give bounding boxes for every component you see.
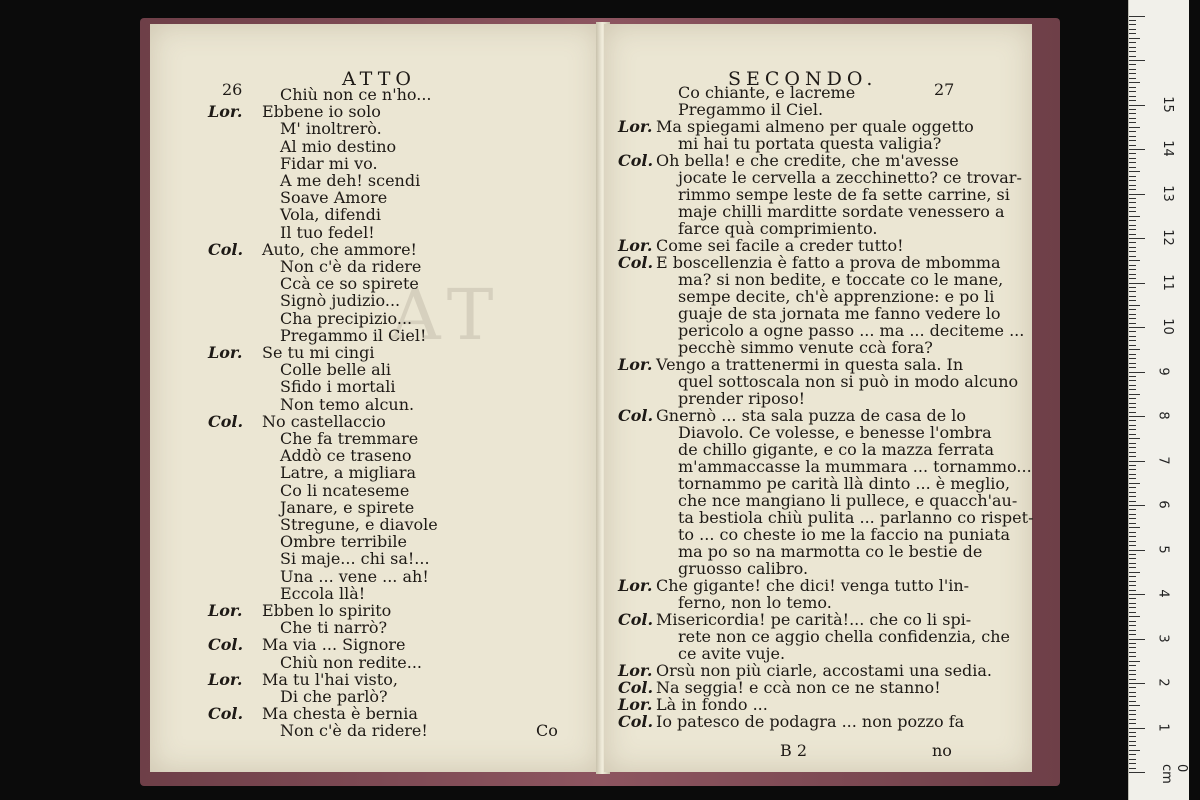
text-line: pericolo a ogne passo ... ma ... deciteme ... (678, 321, 1025, 340)
text-line: Non c'è da ridere! (280, 721, 428, 741)
text-line: Sfido i mortali (280, 377, 396, 397)
ruler-tick (1129, 318, 1136, 319)
ruler-tick (1129, 269, 1136, 270)
ruler-tick (1129, 763, 1136, 764)
ruler-tick (1129, 710, 1136, 711)
ruler-tick (1129, 594, 1145, 595)
speaker-label: Lor. (618, 355, 653, 374)
ruler-tick (1129, 759, 1136, 760)
ruler-tick (1129, 643, 1136, 644)
ruler-tick (1129, 251, 1136, 252)
ruler-tick (1129, 527, 1140, 528)
text-line: sempe decite, ch'è apprenzione: e po li (678, 287, 995, 306)
ruler-tick (1129, 380, 1136, 381)
ruler-tick (1129, 256, 1136, 257)
text-line: Pregammo il Ciel! (280, 325, 427, 345)
ruler-number: 13 (1159, 184, 1175, 202)
ruler-tick (1129, 403, 1136, 404)
speaker-label: Lor. (618, 695, 653, 714)
ruler-tick (1129, 563, 1136, 564)
speaker-label: Lor. (208, 601, 243, 620)
ruler-tick (1129, 131, 1136, 132)
catchword-right: no (932, 741, 952, 760)
ruler-tick (1129, 670, 1136, 671)
ruler-tick (1129, 741, 1136, 742)
ruler-tick (1129, 140, 1136, 141)
text-line: Signò judizio... (280, 291, 401, 311)
ruler-tick (1129, 327, 1145, 328)
ruler-tick (1129, 665, 1136, 666)
ruler-tick (1129, 60, 1145, 61)
ruler-tick (1129, 728, 1145, 729)
ruler-tick (1129, 634, 1136, 635)
ruler-tick (1129, 225, 1136, 226)
ruler-tick (1129, 33, 1136, 34)
text-line: Là in fondo ... (656, 695, 768, 714)
ruler-tick (1129, 701, 1136, 702)
speaker-label: Col. (618, 253, 654, 272)
ruler-tick (1129, 78, 1136, 79)
text-line: pecchè simmo venute ccà fora? (678, 338, 933, 357)
ruler-tick (1129, 340, 1136, 341)
text-line: Pregammo il Ciel. (678, 100, 824, 119)
ruler-tick (1129, 607, 1136, 608)
ruler-tick (1129, 461, 1145, 462)
ruler-tick (1129, 363, 1136, 364)
ruler-tick (1129, 113, 1136, 114)
text-line: quel sottoscala non si può in modo alcuno (678, 372, 1019, 391)
ruler-tick (1129, 514, 1136, 515)
ruler-tick (1129, 372, 1145, 373)
ruler-tick (1129, 652, 1136, 653)
text-line: ferno, non lo temo. (678, 593, 832, 612)
ruler-number: 5 (1155, 544, 1171, 554)
ruler-tick (1129, 438, 1140, 439)
ruler-tick (1129, 496, 1136, 497)
left-page (150, 24, 600, 772)
text-line: prender riposo! (678, 389, 806, 408)
ruler-tick (1129, 554, 1136, 555)
ruler-tick (1129, 136, 1136, 137)
speaker-label: Col. (208, 239, 244, 259)
ruler-tick (1129, 287, 1136, 288)
speaker-label: Col. (618, 712, 654, 731)
ruler-tick (1129, 576, 1136, 577)
ruler-tick (1129, 425, 1136, 426)
ruler-tick (1129, 420, 1136, 421)
ruler-tick (1129, 82, 1140, 83)
speaker-label: Lor. (208, 343, 243, 362)
text-line: tornammo pe carità llà dinto ... è meglio, (678, 474, 1011, 493)
ruler-tick (1129, 687, 1136, 688)
ruler-tick (1129, 474, 1136, 475)
text-line: rete non ce aggio chella confidenzia, che (678, 627, 1010, 646)
ruler-tick (1129, 367, 1136, 368)
ruler-tick (1129, 38, 1140, 39)
ruler-tick (1129, 532, 1136, 533)
speaker-label: Lor. (208, 669, 243, 689)
ruler-tick (1129, 616, 1140, 617)
right-page (604, 24, 1032, 772)
speaker-label: Lor. (618, 236, 653, 255)
speaker-label: Col. (618, 406, 654, 425)
ruler-tick (1129, 358, 1136, 359)
ruler-tick (1129, 447, 1136, 448)
ruler-tick (1129, 91, 1136, 92)
ruler-tick (1129, 558, 1136, 559)
ruler-tick (1129, 69, 1136, 70)
text-line: Chiù non ce n'ho... (280, 85, 432, 104)
text-line: E boscellenzia è fatto a prova de mbomma (656, 253, 1001, 272)
ruler-tick (1129, 398, 1136, 399)
text-line: Il tuo fedel! (280, 222, 375, 242)
text-line: Ebben lo spirito (262, 601, 392, 620)
ruler-number: 3 (1155, 633, 1171, 643)
text-line: ma po so na marmotta co le bestie de (678, 542, 983, 561)
text-line: maje chilli marditte sordate venessero a (678, 202, 1005, 221)
ruler-tick (1129, 567, 1136, 568)
ruler-tick (1129, 29, 1136, 30)
ruler-tick (1129, 149, 1145, 150)
running-head-left: ATTO (342, 68, 416, 90)
speaker-label: Col. (208, 411, 244, 431)
text-line: Stregune, e diavole (280, 515, 438, 534)
ruler-number: 7 (1155, 455, 1171, 465)
ruler-tick (1129, 590, 1136, 591)
text-line: Che ti narrò? (280, 618, 388, 638)
ruler-tick (1129, 492, 1136, 493)
ruler-tick (1129, 745, 1136, 746)
ruler-tick (1129, 260, 1140, 261)
ruler-tick (1129, 42, 1136, 43)
ruler-tick (1129, 56, 1136, 57)
ruler-tick (1129, 505, 1145, 506)
text-line: Non temo alcun. (280, 394, 415, 414)
ruler-tick (1129, 674, 1136, 675)
ruler-tick (1129, 434, 1136, 435)
text-line: mi hai tu portata questa valigia? (678, 134, 942, 153)
ruler-tick (1129, 518, 1136, 519)
signature-mark: B 2 (780, 741, 808, 760)
speaker-label: Col. (618, 610, 654, 629)
text-line: ta bestiola chiù pulita ... parlanno co rispet- (678, 508, 1034, 527)
ruler-tick (1129, 24, 1136, 25)
ruler-tick (1129, 452, 1136, 453)
text-line: No castellaccio (262, 411, 386, 431)
ruler-tick (1129, 443, 1136, 444)
ruler-tick (1129, 545, 1136, 546)
ruler-tick (1129, 465, 1136, 466)
ruler-tick (1129, 385, 1136, 386)
ruler-tick (1129, 216, 1140, 217)
ruler-tick (1129, 242, 1136, 243)
ruler-tick (1129, 581, 1136, 582)
text-line: Soave Amore (280, 188, 388, 208)
text-line: Non c'è da ridere (280, 257, 422, 276)
ruler-tick (1129, 51, 1136, 52)
measuring-ruler (1128, 0, 1189, 800)
text-line: Co li ncateseme (280, 480, 410, 500)
text-line: Ebbene io solo (262, 102, 381, 122)
ruler-number: 11 (1159, 273, 1175, 291)
text-line: Si maje... chi sa!... (280, 549, 430, 569)
ruler-tick (1129, 705, 1140, 706)
ruler-tick (1129, 167, 1136, 168)
ruler-tick (1129, 772, 1145, 773)
ruler-tick (1129, 354, 1136, 355)
ruler-tick (1129, 692, 1136, 693)
ruler-tick (1129, 176, 1136, 177)
ruler-tick (1129, 87, 1136, 88)
ruler-tick (1129, 456, 1136, 457)
ruler-number: 14 (1159, 140, 1175, 157)
text-line: Che fa tremmare (280, 429, 419, 448)
ruler-tick (1129, 100, 1136, 101)
ruler-tick (1129, 412, 1136, 413)
ruler-number: 4 (1155, 589, 1171, 598)
ruler-number: 8 (1155, 411, 1171, 420)
text-line: Ma tu l'hai visto, (262, 669, 398, 689)
text-line: Colle belle ali (280, 360, 391, 380)
ruler-tick (1129, 296, 1136, 297)
ruler-tick (1129, 185, 1136, 186)
ruler-tick (1129, 73, 1136, 74)
ruler-tick (1129, 47, 1136, 48)
ruler-tick (1129, 207, 1136, 208)
ruler-tick (1129, 20, 1136, 21)
ruler-tick (1129, 719, 1136, 720)
ruler-tick (1129, 598, 1136, 599)
ruler-tick (1129, 122, 1136, 123)
ruler-tick (1129, 202, 1136, 203)
ruler-number: 6 (1155, 500, 1171, 509)
text-line: Fidar mi vo. (280, 153, 378, 173)
ruler-tick (1129, 331, 1136, 332)
ruler-tick (1129, 394, 1140, 395)
ruler-tick (1129, 145, 1136, 146)
ruler-tick (1129, 523, 1136, 524)
ruler-tick (1129, 754, 1136, 755)
text-line: guaje de sta jornata me fanno vedere lo (678, 304, 1001, 323)
text-line: Janare, e spirete (280, 497, 415, 517)
text-line: rimmo sempe leste de fa sette carrine, si (678, 185, 1010, 204)
speaker-label: Col. (208, 704, 244, 724)
ruler-number: 9 (1155, 366, 1171, 376)
ruler-tick (1129, 768, 1136, 769)
ruler-tick (1129, 621, 1136, 622)
text-line: jocate le cervella a zecchinetto? ce trovar- (678, 168, 1022, 187)
ruler-tick (1129, 283, 1145, 284)
text-line: Vengo a trattenermi in questa sala. In (656, 355, 964, 374)
ruler-tick (1129, 109, 1136, 110)
ruler-tick (1129, 647, 1136, 648)
text-line: Ma chesta è bernia (262, 704, 418, 724)
ruler-tick (1129, 162, 1136, 163)
ruler-tick (1129, 603, 1136, 604)
ruler-tick (1129, 501, 1136, 502)
running-head-right: SECONDO. (728, 68, 878, 90)
ruler-tick (1129, 194, 1145, 195)
ruler-tick (1129, 336, 1136, 337)
ruler-tick (1129, 661, 1140, 662)
ruler-tick (1129, 64, 1136, 65)
ruler-tick (1129, 238, 1145, 239)
text-line: M' inoltrerò. (280, 119, 382, 139)
bleed-through-text: AT (390, 274, 504, 356)
ruler-tick (1129, 105, 1145, 106)
text-line: Misericordia! pe carità!... che co li spi- (656, 610, 972, 629)
ruler-tick (1129, 96, 1136, 97)
ruler-tick (1129, 300, 1136, 301)
ruler-number: 12 (1159, 229, 1175, 246)
ruler-tick (1129, 630, 1136, 631)
text-line: to ... co cheste io me la faccio na puniata (678, 525, 1011, 544)
ruler-tick (1129, 16, 1145, 17)
ruler-tick (1129, 345, 1136, 346)
speaker-label: Col. (618, 151, 654, 170)
text-line: Ombre terribile (280, 532, 407, 552)
ruler-tick (1129, 274, 1136, 275)
text-line: Chiù non redite... (280, 652, 423, 672)
text-line: Auto, che ammore! (262, 239, 417, 259)
ruler-tick (1129, 247, 1136, 248)
text-line: Co chiante, e lacreme (678, 83, 856, 102)
text-line: Ccà ce so spirete (280, 274, 419, 294)
ruler-tick (1129, 572, 1140, 573)
text-line: farce quà comprimiento. (678, 219, 878, 238)
ruler-tick (1129, 585, 1136, 586)
ruler-tick (1129, 198, 1136, 199)
speaker-label: Lor. (208, 102, 243, 122)
ruler-tick (1129, 656, 1136, 657)
ruler-tick (1129, 278, 1136, 279)
text-line: de chillo gigante, e co la mazza ferrata (678, 440, 995, 459)
ruler-tick (1129, 189, 1136, 190)
text-line: Al mio destino (280, 136, 397, 156)
text-line: Di che parlò? (280, 687, 388, 706)
text-line: m'ammaccasse la mummara ... tornammo... (678, 457, 1032, 476)
ruler-tick (1129, 153, 1136, 154)
ruler-number: 15 (1159, 95, 1175, 113)
text-line: Come sei facile a creder tutto! (656, 236, 904, 255)
ruler-tick (1129, 158, 1136, 159)
text-line: Vola, difendi (280, 205, 381, 225)
ruler-tick (1129, 736, 1136, 737)
ruler-number: 0 cm (1159, 764, 1189, 784)
text-line: Oh bella! e che credite, che m'avesse (656, 151, 959, 170)
ruler-tick (1129, 305, 1140, 306)
ruler-tick (1129, 323, 1136, 324)
speaker-label: Lor. (618, 117, 653, 136)
ruler-tick (1129, 478, 1136, 479)
ruler-tick (1129, 220, 1136, 221)
ruler-tick (1129, 211, 1136, 212)
ruler-tick (1129, 291, 1136, 292)
ruler-tick (1129, 234, 1136, 235)
ruler-number: 2 (1155, 678, 1171, 687)
text-line: Io patesco de podagra ... non pozzo fa (656, 712, 965, 731)
ruler-tick (1129, 683, 1145, 684)
ruler-tick (1129, 639, 1145, 640)
ruler-tick (1129, 536, 1136, 537)
ruler-tick (1129, 550, 1145, 551)
ruler-tick (1129, 309, 1136, 310)
ruler-tick (1129, 714, 1136, 715)
ruler-tick (1129, 376, 1136, 377)
speaker-label: Col. (618, 678, 654, 697)
ruler-tick (1129, 429, 1136, 430)
ruler-tick (1129, 732, 1136, 733)
ruler-tick (1129, 723, 1136, 724)
text-line: Cha precipizio... (280, 308, 413, 328)
speaker-label: Lor. (618, 661, 653, 680)
text-line: A me deh! scendi (280, 171, 421, 190)
text-line: ma? si non bedite, e toccate co le mane, (678, 270, 1004, 289)
ruler-number: 10 (1159, 318, 1175, 335)
ruler-tick (1129, 509, 1136, 510)
ruler-number: 1 (1155, 722, 1171, 732)
speaker-label: Lor. (618, 576, 653, 595)
ruler-tick (1129, 541, 1136, 542)
page-number-left: 26 (222, 80, 243, 99)
ruler-tick (1129, 679, 1136, 680)
ruler-tick (1129, 229, 1136, 230)
ruler-tick (1129, 483, 1140, 484)
text-line: Ma spiegami almeno per quale oggetto (656, 117, 974, 136)
text-line: Una ... vene ... ah! (280, 566, 429, 586)
ruler-tick (1129, 612, 1136, 613)
ruler-tick (1129, 487, 1136, 488)
ruler-tick (1129, 389, 1136, 390)
ruler-tick (1129, 696, 1136, 697)
text-line: Orsù non più ciarle, accostami una sedia. (656, 661, 993, 680)
text-line: Latre, a migliara (280, 463, 416, 483)
text-line: che nce mangiano li pullece, e quacch'au- (678, 491, 1018, 510)
ruler-tick (1129, 407, 1136, 408)
ruler-tick (1129, 469, 1136, 470)
text-line: Eccola llà! (280, 583, 366, 603)
ruler-tick (1129, 180, 1136, 181)
text-line: Addò ce traseno (280, 446, 412, 466)
text-line: Che gigante! che dici! venga tutto l'in- (656, 576, 970, 595)
ruler-tick (1129, 127, 1140, 128)
page-number-right: 27 (934, 80, 955, 99)
speaker-label: Col. (208, 635, 244, 655)
text-line: Na seggia! e ccà non ce ne stanno! (656, 678, 941, 697)
ruler-tick (1129, 416, 1145, 417)
ruler-tick (1129, 265, 1136, 266)
catchword-left: Co (536, 721, 558, 740)
ruler-tick (1129, 349, 1140, 350)
ruler-tick (1129, 625, 1136, 626)
ruler-tick (1129, 314, 1136, 315)
text-line: gruosso calibro. (678, 559, 809, 578)
text-line: Gnernò ... sta sala puzza de casa de lo (656, 406, 967, 425)
ruler-tick (1129, 118, 1136, 119)
ruler-tick (1129, 171, 1140, 172)
text-line: Diavolo. Ce volesse, e benesse l'ombra (678, 423, 992, 442)
text-line: ce avite vuje. (678, 644, 786, 663)
text-line: Ma via ... Signore (262, 635, 406, 655)
ruler-tick (1129, 750, 1140, 751)
text-line: Se tu mi cingi (262, 343, 375, 362)
